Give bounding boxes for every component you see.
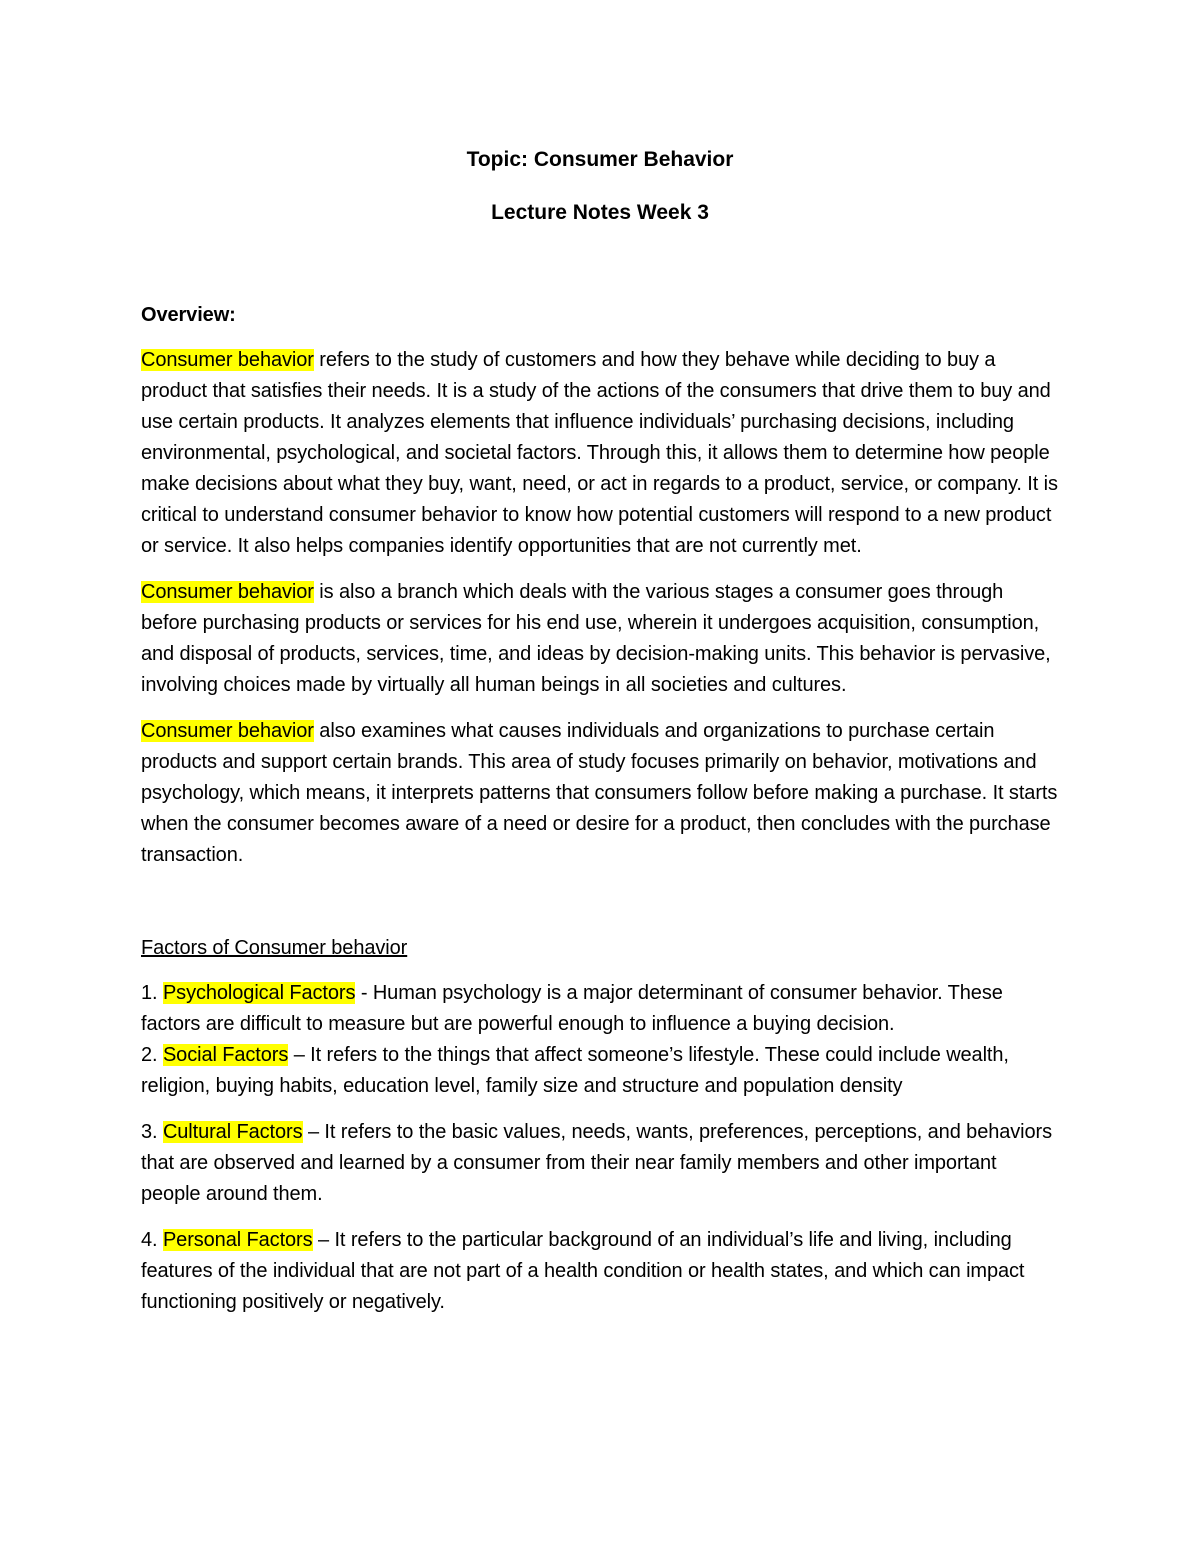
factor-name: Personal Factors	[162, 1229, 313, 1251]
factor-number: 3.	[141, 1121, 163, 1143]
paragraph-text: refers to the study of customers and how they behave while deciding to buy a product that satisfies their needs. It is a study of the actions of the consumers that drive them to buy and use certain products. It analyzes elements that influence individuals’ purchasing decisions, including environmental, psychological, and societal factors. Through this, it allows them to determine how people make decisions about what they buy, want, need, or act in regards to a product, service, or company. It is critical to understand consumer behavior to know how potential customers will respond to a new product or service. It also helps companies identify opportunities that are not currently met.	[141, 349, 1058, 557]
factor-name: Cultural Factors	[162, 1121, 303, 1143]
factor-text: – It refers to the things that affect someone’s lifestyle. These could include wealth, religion, buying habits, education level, family size and structure and population density	[141, 1044, 1009, 1097]
factor-text: - Human psychology is a major determinant of consumer behavior. These factors are difficult to measure but are powerful enough to influence a buying decision.	[141, 982, 1003, 1035]
overview-label: Overview:	[141, 304, 236, 326]
highlighted-term: Consumer behavior	[141, 581, 314, 603]
factor-text: – It refers to the particular background of an individual’s life and living, including features of the individual that are not part of a health condition or health states, and which can impact functioning positively or negatively.	[141, 1229, 1025, 1313]
factor-text: – It refers to the basic values, needs, wants, preferences, perceptions, and behaviors that are observed and learned by a consumer from their near family members and other important people around them.	[141, 1121, 1053, 1205]
document-subtitle: Lecture Notes Week 3	[491, 201, 709, 224]
paragraph-text: also examines what causes individuals and organizations to purchase certain products and support certain brands. This area of study focuses primarily on behavior, motivations and psychology, which means, it interprets patterns that consumers follow before making a purchase. It starts when the consumer becomes aware of a need or desire for a product, then concludes with the purchase transaction.	[141, 720, 1058, 866]
factor-name: Social Factors	[162, 1044, 289, 1066]
factor-item-social	[141, 1040, 1061, 1102]
factor-number: 1.	[141, 982, 163, 1004]
factor-item-personal	[141, 1225, 1061, 1318]
factor-item-cultural	[141, 1117, 1061, 1210]
factors-heading: Factors of Consumer behavior	[141, 937, 408, 959]
paragraph-2	[141, 577, 1061, 701]
factor-name: Psychological Factors	[162, 982, 356, 1004]
factor-number: 2.	[141, 1044, 163, 1066]
highlighted-term: Consumer behavior	[141, 720, 314, 742]
highlighted-term: Consumer behavior	[141, 349, 314, 371]
factor-number: 4.	[141, 1229, 163, 1251]
document-body	[141, 300, 1061, 1318]
document-title: Topic: Consumer Behavior	[466, 148, 734, 171]
paragraph-1	[141, 345, 1061, 562]
paragraph-text: is also a branch which deals with the various stages a consumer goes through before purchasing products or services for his end use, wherein it undergoes acquisition, consumption, and disposal of products, services, time, and ideas by decision-making units. This behavior is pervasive, involving choices made by virtually all human beings in all societies and cultures.	[141, 581, 1051, 696]
factor-item-psychological	[141, 978, 1061, 1040]
paragraph-3	[141, 716, 1061, 871]
